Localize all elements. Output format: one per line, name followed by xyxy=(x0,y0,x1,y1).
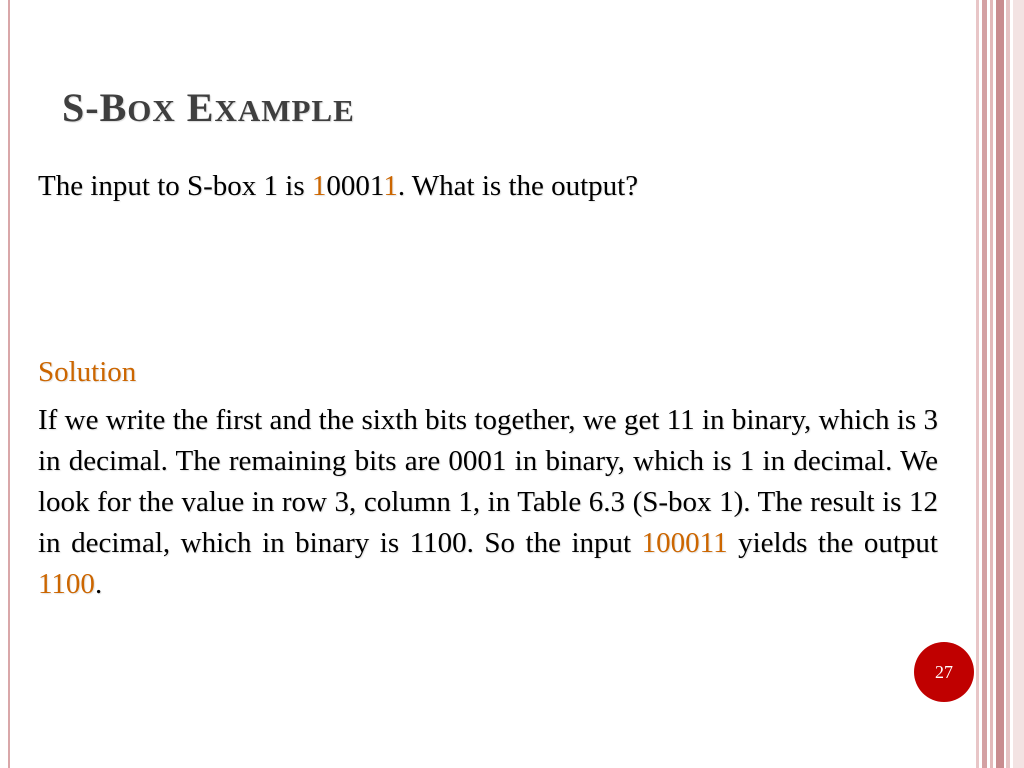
solution-body xyxy=(38,400,938,605)
question-bit-last: 1 xyxy=(383,170,398,202)
slide-title xyxy=(62,84,355,131)
title-part2-small: XAMPLE xyxy=(214,93,355,128)
question-prefix: The input to S-box 1 is xyxy=(38,170,312,202)
question-suffix: . What is the output? xyxy=(397,170,639,202)
question-bits-middle: 0001 xyxy=(326,170,384,202)
solution-highlight-output: 1100 xyxy=(38,568,95,600)
title-part1-small: OX xyxy=(127,93,176,128)
title-part2-big: E xyxy=(186,85,215,130)
page-number-badge xyxy=(914,642,974,702)
decorative-stripe xyxy=(976,0,979,768)
decorative-stripe xyxy=(1013,0,1024,768)
question-text xyxy=(38,170,638,203)
solution-highlight-input: 100011 xyxy=(641,527,728,559)
decorative-stripe xyxy=(990,0,993,768)
solution-heading: Solution xyxy=(38,356,137,388)
decorative-stripe xyxy=(982,0,987,768)
decorative-stripe xyxy=(996,0,1004,768)
title-part1-big: S-B xyxy=(62,85,128,130)
solution-body-end: . xyxy=(94,568,103,600)
page-number: 27 xyxy=(935,661,953,682)
question-bit-first: 1 xyxy=(311,170,327,202)
solution-body-text: If we write the first and the sixth bits together, we get 11 in binary, which is 3 in decimal. The remaining bits are 0001 in binary, which is 1 in decimal. We look for the value in row 3, column 1, in Table 6.3 (S-box 1). The result is 12 in decimal, which in binary is 1100. So the input xyxy=(38,404,938,559)
decorative-stripe xyxy=(1006,0,1010,768)
solution-body-mid: yields the output xyxy=(727,527,938,559)
left-border-line xyxy=(8,0,10,768)
